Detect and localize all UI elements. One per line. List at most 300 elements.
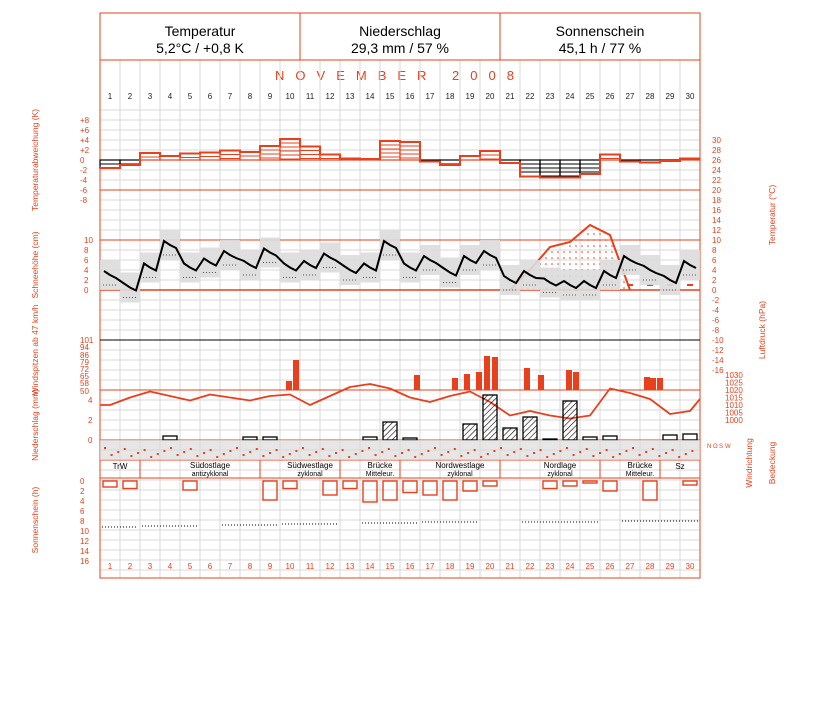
snow-dot: [605, 257, 607, 259]
wind-dir-mark-7: [150, 456, 152, 458]
wind-dir-mark-82: [645, 451, 647, 453]
snow-dot: [611, 251, 613, 253]
precip-bar-day-24: [563, 401, 577, 440]
wind-dir-mark-74: [592, 455, 594, 457]
snow-tick-4: 4: [84, 266, 89, 275]
temp-tick-12: 12: [712, 226, 721, 235]
snow-dot: [623, 281, 625, 283]
day-label-bottom-12: 12: [325, 562, 335, 571]
gust-tick-101: 101: [80, 336, 94, 345]
gust-bar-7: [492, 357, 498, 390]
precip-bar-day-22: [523, 417, 537, 440]
wind-dir-mark-16: [210, 449, 212, 451]
wind-dir-mark-8: [157, 453, 159, 455]
day-label-top-1: 1: [107, 92, 113, 101]
cloud-cover-cell-19: [460, 440, 480, 460]
day-label-bottom-15: 15: [385, 562, 395, 571]
day-label-top-4: 4: [167, 92, 173, 101]
cloud-cover-cell-29: [660, 440, 680, 460]
day-label-top-18: 18: [445, 92, 455, 101]
wind-dir-mark-88: [685, 453, 687, 455]
wind-dir-mark-31: [309, 454, 311, 456]
wind-dir-mark-83: [652, 448, 654, 450]
wind-dir-mark-84: [658, 455, 660, 457]
weather-type-label-1-a: Südostlage: [189, 461, 231, 470]
wind-dir-mark-87: [678, 456, 680, 458]
sun-bar-day-16: [403, 481, 417, 493]
gust-tick-79: 79: [80, 358, 89, 367]
sun-bar-day-10: [283, 481, 297, 489]
day-label-bottom-14: 14: [365, 562, 375, 571]
axis-title-pressure: Luftdruck (hPa): [757, 300, 767, 360]
day-label-top-12: 12: [325, 92, 335, 101]
gust-bar-2: [414, 375, 420, 390]
cloud-cover-cell-3: [140, 440, 160, 460]
wind-dir-mark-71: [573, 454, 575, 456]
temp-tick--12: -12: [712, 346, 724, 355]
wind-dir-mark-76: [606, 449, 608, 451]
gust-tick-65: 65: [80, 372, 89, 381]
wind-dir-mark-35: [335, 452, 337, 454]
precip-tick-4: 4: [88, 396, 93, 405]
precip-bar-day-20: [483, 395, 497, 440]
sun-tick-4: 4: [80, 497, 85, 506]
axis-title-precip: Niederschlag (mm): [30, 389, 40, 461]
cloud-cover-cell-25: [580, 440, 600, 460]
wind-dir-mark-20: [236, 447, 238, 449]
gust-bar-13: [650, 378, 656, 390]
precip-bar-day-9: [263, 437, 277, 440]
header-temperature-value: 5,2°C / +0,8 K: [156, 40, 244, 56]
wind-dir-tick-O: O: [713, 444, 718, 450]
snow-dot: [599, 245, 601, 247]
temp-tick-8: 8: [712, 246, 717, 255]
cloud-cover-cell-26: [600, 440, 620, 460]
temp-tick-4: 4: [712, 266, 717, 275]
wind-dir-mark-53: [454, 448, 456, 450]
day-label-top-20: 20: [485, 92, 495, 101]
temp-tick-18: 18: [712, 196, 721, 205]
temp-tick--2: -2: [712, 296, 720, 305]
precip-bar-day-19: [463, 424, 477, 440]
axis-title-snow: Schneehöhe (cm): [30, 231, 40, 299]
sun-bar-day-12: [323, 481, 337, 495]
wind-dir-mark-73: [586, 448, 588, 450]
gust-bar-12: [644, 377, 650, 390]
header-temperature-title: Temperatur: [164, 23, 236, 39]
wind-dir-mark-61: [507, 454, 509, 456]
pressure-tick-1000: 1000: [725, 416, 743, 425]
day-label-bottom-26: 26: [605, 562, 615, 571]
wind-dir-mark-51: [441, 454, 443, 456]
gust-tick-58: 58: [80, 379, 89, 388]
precip-tick-2: 2: [88, 416, 93, 425]
wind-dir-tick-S: S: [719, 444, 724, 450]
gust-tick-94: 94: [80, 343, 89, 352]
wind-dir-mark-36: [342, 449, 344, 451]
wind-dir-mark-78: [619, 453, 621, 455]
snow-dot: [551, 257, 553, 259]
temp-tick-30: 30: [712, 136, 721, 145]
day-label-top-7: 7: [227, 92, 233, 101]
precip-bar-day-23: [543, 439, 557, 440]
snow-dot: [593, 251, 595, 253]
wind-dir-mark-5: [137, 452, 139, 454]
anomaly-bar-day-24: [560, 160, 580, 178]
temp-tick-0: 0: [712, 286, 717, 295]
wind-dir-mark-42: [381, 451, 383, 453]
wind-dir-mark-38: [355, 453, 357, 455]
snow-dot: [587, 239, 589, 241]
day-label-top-17: 17: [425, 92, 435, 101]
day-label-bottom-7: 7: [227, 562, 233, 571]
day-label-bottom-11: 11: [305, 562, 315, 571]
day-label-top-22: 22: [525, 92, 535, 101]
weather-type-label-6-b: Mitteleur.: [625, 471, 655, 478]
day-label-top-19: 19: [465, 92, 475, 101]
day-label-bottom-22: 22: [525, 562, 535, 571]
temp-tick-22: 22: [712, 176, 721, 185]
wind-dir-mark-48: [421, 453, 423, 455]
snow-dot: [623, 287, 625, 289]
snow-dot: [557, 257, 559, 259]
sun-bar-day-2: [123, 481, 137, 489]
precip-bar-day-25: [583, 437, 597, 440]
anomaly-bar-day-11: [300, 147, 320, 161]
snow-dot: [557, 251, 559, 253]
wind-dir-mark-17: [216, 456, 218, 458]
wind-dir-mark-54: [460, 455, 462, 457]
snow-dot: [587, 257, 589, 259]
wind-dir-mark-22: [249, 451, 251, 453]
wind-dir-mark-79: [625, 450, 627, 452]
header-sunshine-value: 45,1 h / 77 %: [558, 40, 642, 56]
wind-dir-mark-33: [322, 448, 324, 450]
wind-dir-mark-0: [104, 447, 106, 449]
axis-title-anomaly: Temperaturabweichung (K): [30, 108, 40, 212]
day-label-top-13: 13: [345, 92, 355, 101]
cloud-cover-cell-11: [300, 440, 320, 460]
wind-dir-mark-26: [276, 449, 278, 451]
day-label-top-6: 6: [207, 92, 213, 101]
day-label-bottom-29: 29: [665, 562, 675, 571]
day-label-top-14: 14: [365, 92, 375, 101]
snow-dot: [575, 257, 577, 259]
wind-dir-mark-85: [665, 452, 667, 454]
gust-tick-72: 72: [80, 365, 89, 374]
wind-dir-mark-49: [427, 450, 429, 452]
sun-tick-8: 8: [80, 517, 85, 526]
snow-dot: [575, 245, 577, 247]
day-label-bottom-28: 28: [645, 562, 655, 571]
sun-bar-day-13: [343, 481, 357, 489]
snow-dot: [563, 263, 565, 265]
sun-bar-day-25: [583, 481, 597, 483]
sun-tick-12: 12: [80, 537, 89, 546]
wind-dir-mark-58: [487, 453, 489, 455]
wind-dir-mark-4: [130, 455, 132, 457]
sun-bar-day-1: [103, 481, 117, 487]
cloud-cover-cell-21: [500, 440, 520, 460]
day-label-top-28: 28: [645, 92, 655, 101]
cloud-cover-cell-1: [100, 440, 120, 460]
wind-dir-mark-66: [540, 449, 542, 451]
day-label-bottom-25: 25: [585, 562, 595, 571]
temp-tick-16: 16: [712, 206, 721, 215]
snow-dot: [575, 251, 577, 253]
wind-dir-mark-69: [559, 450, 561, 452]
day-label-bottom-8: 8: [247, 562, 253, 571]
wind-dir-mark-68: [553, 453, 555, 455]
day-label-top-5: 5: [187, 92, 193, 101]
weather-type-label-6-a: Brücke: [627, 461, 653, 470]
snow-dot: [599, 257, 601, 259]
day-label-bottom-18: 18: [445, 562, 455, 571]
weather-type-label-3-b: Mitteleur.: [365, 471, 395, 478]
wind-dir-mark-6: [144, 449, 146, 451]
wind-dir-mark-23: [256, 448, 258, 450]
day-label-bottom-23: 23: [545, 562, 555, 571]
wind-dir-mark-81: [639, 454, 641, 456]
anomaly-tick-+8: +8: [80, 116, 90, 125]
anomaly-tick-+6: +6: [80, 126, 90, 135]
day-label-bottom-10: 10: [285, 562, 295, 571]
axis-title-cloud-cover: Bedeckung: [767, 441, 777, 485]
day-label-top-9: 9: [267, 92, 273, 101]
gust-bar-5: [476, 372, 482, 390]
wind-dir-mark-57: [480, 456, 482, 458]
precip-tick-0: 0: [88, 436, 93, 445]
day-label-top-15: 15: [385, 92, 395, 101]
cloud-cover-cell-20: [480, 440, 500, 460]
day-label-top-10: 10: [285, 92, 295, 101]
day-label-top-27: 27: [625, 92, 635, 101]
day-label-top-11: 11: [305, 92, 315, 101]
snow-dot: [587, 245, 589, 247]
wind-dir-mark-30: [302, 447, 304, 449]
snow-dot: [563, 251, 565, 253]
gust-bar-3: [452, 378, 458, 390]
gust-bar-11: [573, 372, 579, 390]
anomaly-tick-+4: +4: [80, 136, 90, 145]
day-label-top-2: 2: [127, 92, 133, 101]
day-label-top-23: 23: [545, 92, 555, 101]
precip-bar-day-14: [363, 437, 377, 440]
wind-dir-mark-32: [315, 451, 317, 453]
anomaly-tick--8: -8: [80, 196, 88, 205]
weather-type-label-1-b: antizyklonal: [191, 471, 229, 478]
snow-dot: [557, 263, 559, 265]
gust-bar-0: [286, 381, 292, 390]
temp-tick-28: 28: [712, 146, 721, 155]
snow-tick-6: 6: [84, 256, 89, 265]
wind-dir-mark-11: [177, 454, 179, 456]
temp-tick--6: -6: [712, 316, 720, 325]
weather-type-label-5-b: zyklonal: [547, 471, 573, 478]
snow-tick-8: 8: [84, 246, 89, 255]
wind-dir-mark-59: [493, 450, 495, 452]
wind-dir-mark-75: [599, 452, 601, 454]
precip-bar-day-26: [603, 436, 617, 440]
snow-dot: [605, 251, 607, 253]
wind-dir-mark-41: [375, 454, 377, 456]
day-label-bottom-6: 6: [207, 562, 213, 571]
snow-dot: [569, 251, 571, 253]
weather-type-label-4-a: Nordwestlage: [435, 461, 485, 470]
axis-title-temperature: Temperatur (°C): [767, 184, 777, 246]
wind-dir-mark-13: [190, 448, 192, 450]
snow-dot: [593, 245, 595, 247]
gust-bar-9: [538, 375, 544, 390]
wind-dir-mark-1: [111, 454, 113, 456]
wind-dir-mark-27: [282, 456, 284, 458]
day-label-top-24: 24: [565, 92, 575, 101]
snow-dot: [563, 257, 565, 259]
wind-dir-mark-55: [467, 452, 469, 454]
snow-dot: [599, 233, 601, 235]
header-sunshine-title: Sonnenschein: [555, 23, 645, 39]
snow-dot: [581, 251, 583, 253]
temp-tick-26: 26: [712, 156, 721, 165]
snow-dot: [593, 257, 595, 259]
wind-dir-mark-14: [196, 455, 198, 457]
temp-tick--10: -10: [712, 336, 724, 345]
sun-tick-16: 16: [80, 557, 89, 566]
cloud-cover-cell-30: [680, 440, 700, 460]
cloud-cover-cell-2: [120, 440, 140, 460]
temp-tick--16: -16: [712, 366, 724, 375]
precip-bar-day-16: [403, 438, 417, 440]
temp-tick-24: 24: [712, 166, 721, 175]
snow-dot: [551, 251, 553, 253]
wind-dir-mark-63: [520, 448, 522, 450]
day-label-bottom-4: 4: [167, 562, 173, 571]
temp-tick--8: -8: [712, 326, 720, 335]
temp-tick-14: 14: [712, 216, 721, 225]
temp-tick--14: -14: [712, 356, 724, 365]
wind-dir-mark-67: [546, 456, 548, 458]
snow-dot: [593, 239, 595, 241]
pressure-tick-1010: 1010: [725, 401, 743, 410]
snow-dot: [581, 245, 583, 247]
wind-dir-mark-12: [183, 451, 185, 453]
wind-dir-mark-65: [533, 452, 535, 454]
snow-dot: [587, 263, 589, 265]
precip-bar-day-29: [663, 435, 677, 440]
sun-tick-0: 0: [80, 477, 85, 486]
cloud-cover-cell-22: [520, 440, 540, 460]
snow-dot: [569, 245, 571, 247]
wind-dir-mark-44: [394, 455, 396, 457]
sun-bar-day-23: [543, 481, 557, 489]
wind-dir-mark-86: [672, 449, 674, 451]
day-label-top-29: 29: [665, 92, 675, 101]
sun-tick-10: 10: [80, 527, 89, 536]
axis-title-wind-direction: Windrichtung: [744, 438, 754, 488]
wind-dir-mark-43: [388, 448, 390, 450]
day-label-bottom-1: 1: [107, 562, 113, 571]
snow-dot: [545, 263, 547, 265]
wind-dir-mark-70: [566, 447, 568, 449]
temp-tick-6: 6: [712, 256, 717, 265]
day-label-bottom-24: 24: [565, 562, 575, 571]
cloud-cover-cell-17: [420, 440, 440, 460]
gust-tick-50: 50: [80, 387, 89, 396]
cloud-cover-cell-15: [380, 440, 400, 460]
wind-dir-mark-45: [401, 452, 403, 454]
weather-type-label-7: Sz: [675, 462, 685, 471]
cloud-cover-cell-18: [440, 440, 460, 460]
header-precipitation-title: Niederschlag: [359, 23, 441, 39]
wind-dir-mark-19: [229, 450, 231, 452]
temp-tick-10: 10: [712, 236, 721, 245]
wind-dir-mark-47: [414, 456, 416, 458]
wind-dir-mark-3: [124, 448, 126, 450]
day-label-top-21: 21: [505, 92, 515, 101]
wind-dir-mark-34: [328, 455, 330, 457]
anomaly-bar-day-23: [540, 160, 560, 178]
snow-dot: [575, 239, 577, 241]
gust-bar-6: [484, 356, 490, 390]
sun-tick-14: 14: [80, 547, 89, 556]
day-label-top-25: 25: [585, 92, 595, 101]
wind-dir-mark-64: [526, 455, 528, 457]
anomaly-tick--2: -2: [80, 166, 88, 175]
day-label-bottom-2: 2: [127, 562, 133, 571]
wind-dir-mark-80: [632, 447, 634, 449]
weather-type-label-2-b: zyklonal: [297, 471, 323, 478]
wind-dir-mark-37: [348, 456, 350, 458]
snow-dot: [581, 239, 583, 241]
gust-bar-4: [464, 374, 470, 390]
sun-bar-day-5: [183, 481, 197, 490]
pressure-tick-1005: 1005: [725, 408, 743, 418]
wind-dir-mark-9: [163, 450, 165, 452]
snow-tick-10: 10: [84, 236, 93, 245]
snow-dot: [593, 263, 595, 265]
snow-dot: [569, 263, 571, 265]
day-label-bottom-13: 13: [345, 562, 355, 571]
snow-dot: [605, 239, 607, 241]
sun-bar-day-30: [683, 481, 697, 485]
snow-dot: [611, 257, 613, 259]
pressure-tick-1030: 1030: [725, 371, 743, 380]
cloud-cover-cell-23: [540, 440, 560, 460]
anomaly-tick-+2: +2: [80, 146, 90, 155]
wind-dir-tick-N: N: [707, 444, 712, 450]
snow-dot: [599, 239, 601, 241]
snow-dot: [581, 257, 583, 259]
day-label-bottom-27: 27: [625, 562, 635, 571]
temp-tick-2: 2: [712, 276, 717, 285]
cloud-cover-cell-28: [640, 440, 660, 460]
temp-tick-20: 20: [712, 186, 721, 195]
cloud-cover-cell-24: [560, 440, 580, 460]
gust-bar-1: [293, 360, 299, 390]
precip-bar-day-8: [243, 437, 257, 440]
snow-dot: [593, 233, 595, 235]
precip-bar-day-4: [163, 436, 177, 440]
sun-bar-day-24: [563, 481, 577, 486]
wind-dir-mark-39: [361, 450, 363, 452]
anomaly-tick-0: 0: [80, 156, 85, 165]
wind-dir-mark-46: [408, 449, 410, 451]
axis-title-gusts: Windspitzen ab 47 km/h: [30, 304, 40, 396]
anomaly-tick--4: -4: [80, 176, 88, 185]
wind-dir-mark-28: [289, 453, 291, 455]
wind-dir-tick-W: W: [725, 444, 731, 450]
wind-dir-mark-60: [500, 447, 502, 449]
